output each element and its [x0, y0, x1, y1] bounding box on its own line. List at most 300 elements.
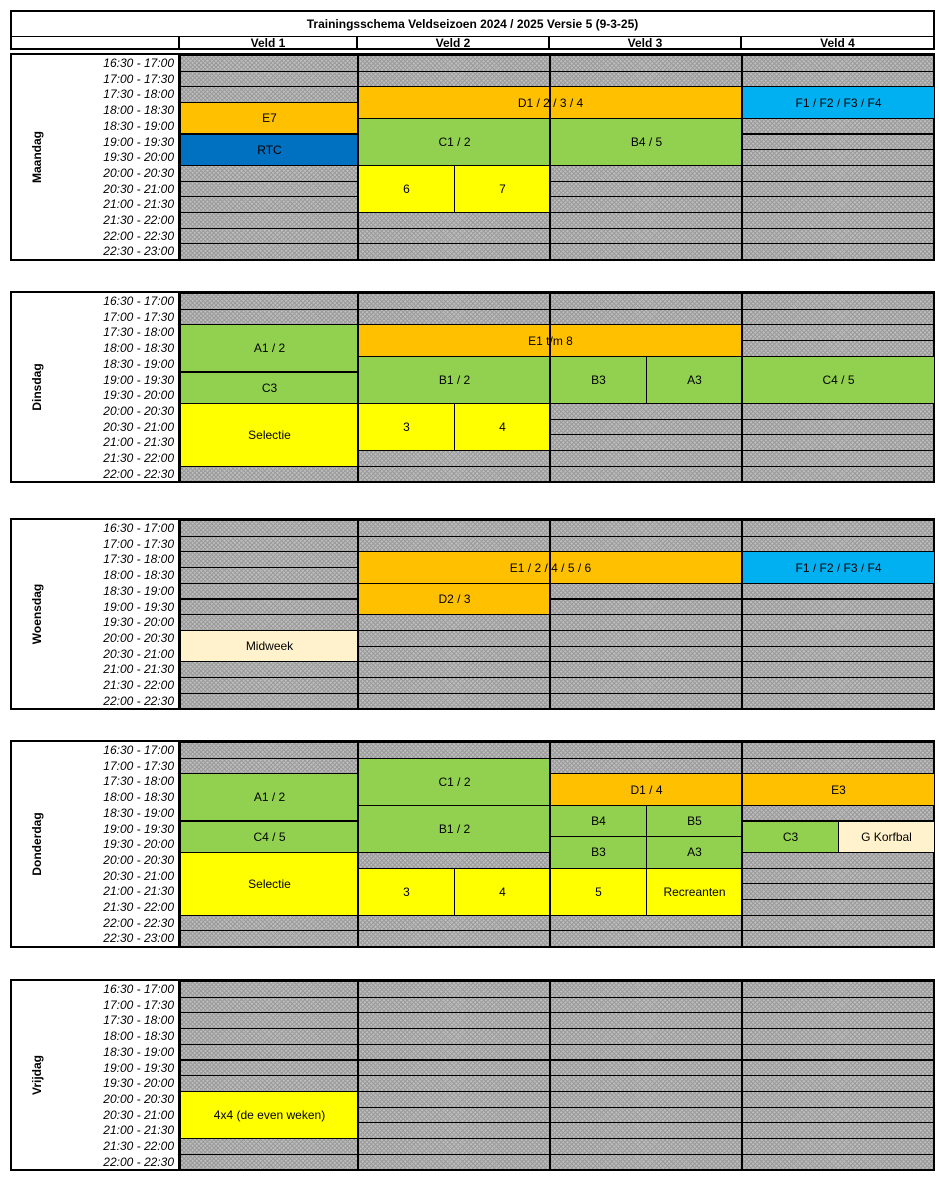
time-slot-label: 21:30 - 22:00	[103, 213, 174, 227]
empty-slot	[180, 758, 358, 775]
day-label	[12, 981, 62, 1169]
empty-slot	[180, 520, 358, 537]
empty-slot	[742, 340, 934, 357]
empty-slot	[358, 661, 550, 678]
empty-slot	[180, 930, 358, 947]
empty-slot	[742, 661, 934, 678]
empty-slot	[550, 403, 742, 420]
training-block[interactable]	[550, 836, 647, 868]
empty-slot	[180, 1028, 358, 1045]
training-block-label: 6	[403, 181, 410, 196]
training-block-label: Midweek	[245, 639, 294, 654]
training-block[interactable]	[838, 821, 935, 853]
empty-slot	[358, 1122, 550, 1139]
time-slot-label: 22:00 - 22:30	[103, 1154, 174, 1169]
empty-slot	[742, 583, 934, 600]
time-slot-label: 20:00 - 20:30	[103, 852, 174, 867]
empty-slot	[742, 1138, 934, 1155]
empty-slot	[550, 981, 742, 998]
training-block-label: 4x4 (de even weken)	[213, 1107, 326, 1122]
empty-slot	[180, 599, 358, 616]
training-block[interactable]	[180, 324, 359, 372]
empty-slot	[742, 883, 934, 900]
empty-slot	[180, 86, 358, 103]
schedule-header	[10, 10, 935, 50]
day-section-vrijdag	[10, 979, 935, 1171]
time-slot-label: 17:00 - 17:30	[103, 71, 174, 86]
time-slot-label: 17:00 - 17:30	[103, 536, 174, 551]
training-block-label: E7	[262, 111, 277, 126]
empty-slot	[358, 646, 550, 663]
empty-slot	[550, 742, 742, 759]
training-block[interactable]	[646, 836, 743, 868]
empty-slot	[550, 450, 742, 467]
empty-slot	[180, 293, 358, 310]
training-block[interactable]	[358, 805, 551, 853]
empty-slot	[550, 293, 742, 310]
empty-slot	[180, 915, 358, 932]
training-block-label: C3	[782, 829, 799, 844]
time-slot-label: 17:00 - 17:30	[103, 309, 174, 324]
empty-slot	[550, 196, 742, 213]
empty-slot	[180, 1044, 358, 1061]
empty-slot	[550, 693, 742, 710]
training-block-label: C3	[261, 380, 278, 395]
training-block[interactable]	[646, 868, 743, 916]
time-slot-label: 18:30 - 19:00	[103, 583, 174, 598]
training-block[interactable]	[358, 86, 743, 118]
time-slot-label: 22:30 - 23:00	[103, 931, 174, 946]
empty-slot	[742, 165, 934, 182]
empty-slot	[742, 1122, 934, 1139]
empty-slot	[180, 551, 358, 568]
training-block-label: D1 / 2 / 3 / 4	[517, 95, 584, 110]
training-block-label: A1 / 2	[253, 341, 286, 356]
time-slot-label: 16:30 - 17:00	[103, 294, 174, 308]
time-slot-label: 19:00 - 19:30	[103, 134, 174, 149]
training-block[interactable]	[180, 1091, 359, 1139]
empty-slot	[550, 614, 742, 631]
empty-slot	[742, 228, 934, 245]
field-grid	[180, 742, 933, 946]
empty-slot	[180, 466, 358, 483]
training-block[interactable]	[358, 324, 743, 356]
empty-slot	[742, 742, 934, 759]
empty-slot	[742, 434, 934, 451]
empty-slot	[358, 1075, 550, 1092]
empty-slot	[742, 646, 934, 663]
empty-slot	[742, 55, 934, 72]
empty-slot	[742, 805, 934, 822]
empty-slot	[550, 520, 742, 537]
empty-slot	[550, 599, 742, 616]
training-block[interactable]	[180, 372, 359, 404]
training-block[interactable]	[358, 165, 455, 213]
empty-slot	[180, 55, 358, 72]
empty-slot	[742, 293, 934, 310]
time-slot-label: 22:00 - 22:30	[103, 915, 174, 930]
training-block-label: Recreanten	[663, 884, 726, 899]
empty-slot	[180, 567, 358, 584]
time-slot-label: 22:00 - 22:30	[103, 228, 174, 243]
time-slot-label: 19:00 - 19:30	[103, 372, 174, 387]
training-block-label: B4 / 5	[630, 134, 663, 149]
training-block[interactable]	[180, 773, 359, 821]
time-slot-label: 21:00 - 21:30	[103, 662, 174, 677]
time-slot-label: 20:00 - 20:30	[103, 1091, 174, 1106]
empty-slot	[180, 997, 358, 1014]
empty-slot	[550, 466, 742, 483]
empty-slot	[358, 1138, 550, 1155]
training-block-label: E1 / 2 / 4 / 5 / 6	[509, 560, 592, 575]
empty-slot	[742, 181, 934, 198]
time-slot-label: 16:30 - 17:00	[103, 982, 174, 996]
day-section-woensdag	[10, 518, 935, 710]
empty-slot	[550, 434, 742, 451]
day-label	[12, 293, 62, 481]
empty-slot	[358, 981, 550, 998]
empty-slot	[358, 1044, 550, 1061]
empty-slot	[742, 520, 934, 537]
empty-slot	[550, 419, 742, 436]
time-slot-label: 21:30 - 22:00	[103, 1139, 174, 1153]
empty-slot	[742, 614, 934, 631]
training-block[interactable]	[742, 821, 839, 853]
training-block[interactable]	[358, 118, 551, 166]
day-name: Woensdag	[30, 583, 44, 645]
time-slot-label: 21:00 - 21:30	[103, 197, 174, 212]
training-block-label: 7	[499, 181, 506, 196]
time-slot-label: 21:00 - 21:30	[103, 1123, 174, 1138]
training-block-label: B3	[591, 372, 606, 387]
time-slot-label: 19:30 - 20:00	[103, 150, 174, 165]
empty-slot	[550, 930, 742, 947]
empty-slot	[742, 118, 934, 135]
training-block[interactable]	[742, 356, 935, 404]
time-slot-label: 20:00 - 20:30	[103, 630, 174, 645]
training-block-label: Selectie	[248, 876, 291, 891]
empty-slot	[742, 930, 934, 947]
training-block[interactable]	[180, 630, 359, 662]
time-column	[62, 293, 180, 481]
time-slot-label: 17:30 - 18:00	[103, 1013, 174, 1028]
empty-slot	[180, 1060, 358, 1077]
empty-slot	[180, 243, 358, 260]
empty-slot	[742, 630, 934, 647]
training-block-label: 4	[499, 884, 506, 899]
time-slot-label: 18:00 - 18:30	[103, 568, 174, 583]
training-block[interactable]	[358, 551, 743, 583]
empty-slot	[550, 309, 742, 326]
empty-slot	[742, 1044, 934, 1061]
empty-slot	[742, 981, 934, 998]
training-block-label: C1 / 2	[438, 774, 471, 789]
training-block[interactable]	[550, 118, 743, 166]
training-block-label: D2 / 3	[438, 591, 471, 606]
empty-slot	[180, 165, 358, 182]
empty-slot	[358, 930, 550, 947]
day-name: Maandag	[30, 130, 44, 184]
time-column	[62, 981, 180, 1169]
training-block[interactable]	[646, 356, 743, 404]
empty-slot	[550, 1060, 742, 1077]
empty-slot	[180, 71, 358, 88]
empty-slot	[550, 228, 742, 245]
time-slot-label: 21:30 - 22:00	[103, 451, 174, 465]
training-block[interactable]	[742, 773, 935, 805]
empty-slot	[180, 212, 358, 229]
field-header-veld-2: Veld 2	[356, 37, 548, 50]
training-block[interactable]	[550, 356, 647, 404]
training-block-label: B5	[687, 813, 702, 828]
training-block[interactable]	[550, 805, 647, 837]
training-block-label: A1 / 2	[253, 790, 286, 805]
training-block-label: G Korfbal	[861, 829, 912, 844]
training-block-label: D1 / 4	[630, 782, 663, 797]
training-block[interactable]	[358, 356, 551, 404]
empty-slot	[742, 852, 934, 869]
training-block[interactable]	[454, 165, 551, 213]
training-block-label: C1 / 2	[438, 134, 471, 149]
time-slot-label: 17:30 - 18:00	[103, 774, 174, 789]
empty-slot	[180, 181, 358, 198]
day-name: Dinsdag	[30, 363, 44, 411]
empty-slot	[742, 403, 934, 420]
empty-slot	[358, 1154, 550, 1171]
training-block[interactable]	[358, 583, 551, 615]
schedule-title: Trainingsschema Veldseizoen 2024 / 2025 Versie 5 (9-3-25)	[12, 12, 933, 37]
empty-slot	[550, 181, 742, 198]
field-header-veld-4: Veld 4	[740, 37, 933, 50]
empty-slot	[358, 1012, 550, 1029]
empty-slot	[742, 1075, 934, 1092]
empty-slot	[742, 599, 934, 616]
training-block-label: B1 / 2	[438, 821, 471, 836]
time-slot-label: 16:30 - 17:00	[103, 56, 174, 70]
training-block[interactable]	[358, 403, 455, 451]
time-slot-label: 19:30 - 20:00	[103, 1076, 174, 1091]
empty-slot	[358, 212, 550, 229]
empty-slot	[550, 758, 742, 775]
empty-slot	[742, 693, 934, 710]
empty-slot	[358, 997, 550, 1014]
training-block-label: RTC	[257, 142, 282, 157]
empty-slot	[550, 71, 742, 88]
empty-slot	[550, 583, 742, 600]
empty-slot	[550, 1075, 742, 1092]
empty-slot	[550, 1012, 742, 1029]
training-block-label: B1 / 2	[438, 372, 471, 387]
empty-slot	[358, 466, 550, 483]
time-slot-label: 19:30 - 20:00	[103, 837, 174, 852]
training-block[interactable]	[180, 821, 359, 853]
field-header-veld-3: Veld 3	[548, 37, 740, 50]
time-slot-label: 16:30 - 17:00	[103, 743, 174, 757]
training-block-label: 4	[499, 419, 506, 434]
empty-slot	[742, 1154, 934, 1171]
time-slot-label: 18:00 - 18:30	[103, 1029, 174, 1044]
time-slot-label: 17:00 - 17:30	[103, 758, 174, 773]
empty-slot	[742, 868, 934, 885]
empty-slot	[550, 630, 742, 647]
time-slot-label: 18:30 - 19:00	[103, 1044, 174, 1059]
training-block[interactable]	[550, 773, 743, 805]
training-block[interactable]	[646, 805, 743, 837]
empty-slot	[550, 1138, 742, 1155]
training-block-label: E3	[831, 782, 846, 797]
training-block-label: 3	[403, 884, 410, 899]
empty-slot	[358, 742, 550, 759]
empty-slot	[358, 1107, 550, 1124]
day-section-dinsdag	[10, 291, 935, 483]
training-block[interactable]	[358, 868, 455, 916]
field-grid	[180, 55, 933, 259]
time-slot-label: 20:30 - 21:00	[103, 1107, 174, 1122]
empty-slot	[550, 212, 742, 229]
empty-slot	[550, 915, 742, 932]
empty-slot	[180, 196, 358, 213]
empty-slot	[742, 134, 934, 151]
training-block-label: 5	[595, 884, 602, 899]
empty-slot	[180, 614, 358, 631]
empty-slot	[358, 71, 550, 88]
empty-slot	[550, 536, 742, 553]
empty-slot	[358, 536, 550, 553]
empty-slot	[180, 661, 358, 678]
empty-slot	[180, 981, 358, 998]
empty-slot	[358, 1091, 550, 1108]
empty-slot	[742, 677, 934, 694]
time-slot-label: 20:00 - 20:30	[103, 403, 174, 418]
empty-slot	[358, 630, 550, 647]
empty-slot	[358, 450, 550, 467]
time-slot-label: 21:30 - 22:00	[103, 678, 174, 692]
time-slot-label: 19:00 - 19:30	[103, 1060, 174, 1075]
training-block-label: F1 / F2 / F3 / F4	[795, 560, 882, 575]
empty-slot	[180, 228, 358, 245]
time-slot-label: 22:00 - 22:30	[103, 693, 174, 708]
empty-slot	[742, 243, 934, 260]
training-block[interactable]	[180, 852, 359, 916]
training-block[interactable]	[180, 134, 359, 166]
time-slot-label: 19:30 - 20:00	[103, 388, 174, 403]
time-slot-label: 17:30 - 18:00	[103, 325, 174, 340]
empty-slot	[742, 899, 934, 916]
time-slot-label: 19:00 - 19:30	[103, 599, 174, 614]
training-block[interactable]	[180, 102, 359, 134]
empty-slot	[742, 758, 934, 775]
empty-slot	[358, 293, 550, 310]
time-slot-label: 20:30 - 21:00	[103, 868, 174, 883]
empty-slot	[742, 149, 934, 166]
time-slot-label: 17:00 - 17:30	[103, 997, 174, 1012]
empty-slot	[742, 915, 934, 932]
training-block[interactable]	[742, 551, 935, 583]
time-slot-label: 18:00 - 18:30	[103, 341, 174, 356]
training-block-label: A3	[687, 372, 702, 387]
training-block-label: E1 t/m 8	[528, 333, 573, 348]
empty-slot	[358, 1028, 550, 1045]
time-slot-label: 22:30 - 23:00	[103, 244, 174, 259]
day-section-maandag	[10, 53, 935, 261]
training-block-label: 3	[403, 419, 410, 434]
empty-slot	[358, 677, 550, 694]
time-slot-label: 20:30 - 21:00	[103, 419, 174, 434]
time-slot-label: 20:30 - 21:00	[103, 646, 174, 661]
empty-slot	[180, 309, 358, 326]
empty-slot	[550, 1028, 742, 1045]
time-slot-label: 18:30 - 19:00	[103, 118, 174, 133]
training-block[interactable]	[550, 868, 647, 916]
day-label	[12, 55, 62, 259]
empty-slot	[358, 693, 550, 710]
empty-slot	[180, 693, 358, 710]
day-name: Vrijdag	[30, 1054, 44, 1096]
empty-slot	[550, 1091, 742, 1108]
empty-slot	[358, 309, 550, 326]
empty-slot	[550, 165, 742, 182]
empty-slot	[742, 309, 934, 326]
empty-slot	[550, 646, 742, 663]
field-grid	[180, 293, 933, 481]
training-block-label: A3	[687, 845, 702, 860]
training-block[interactable]	[454, 868, 551, 916]
time-slot-label: 17:30 - 18:00	[103, 87, 174, 102]
training-block-label: F1 / F2 / F3 / F4	[795, 95, 882, 110]
empty-slot	[550, 1044, 742, 1061]
empty-slot	[742, 1060, 934, 1077]
training-block-label: B4	[591, 813, 606, 828]
empty-slot	[550, 1107, 742, 1124]
empty-slot	[180, 1012, 358, 1029]
empty-slot	[742, 419, 934, 436]
empty-slot	[358, 520, 550, 537]
training-block-label: Selectie	[248, 427, 291, 442]
empty-slot	[742, 196, 934, 213]
day-label	[12, 742, 62, 946]
empty-slot	[180, 583, 358, 600]
training-block[interactable]	[454, 403, 551, 451]
empty-slot	[742, 324, 934, 341]
time-slot-label: 20:00 - 20:30	[103, 165, 174, 180]
empty-slot	[180, 1138, 358, 1155]
empty-slot	[742, 1091, 934, 1108]
training-block[interactable]	[358, 758, 551, 806]
training-block-label: C4 / 5	[822, 372, 855, 387]
empty-slot	[550, 55, 742, 72]
empty-slot	[742, 536, 934, 553]
time-slot-label: 22:00 - 22:30	[103, 466, 174, 481]
empty-slot	[550, 997, 742, 1014]
empty-slot	[180, 1154, 358, 1171]
time-slot-label: 18:00 - 18:30	[103, 790, 174, 805]
empty-slot	[358, 243, 550, 260]
training-block[interactable]	[180, 403, 359, 467]
empty-slot	[550, 1122, 742, 1139]
empty-slot	[180, 536, 358, 553]
empty-slot	[742, 1107, 934, 1124]
empty-slot	[358, 852, 550, 869]
time-column	[62, 55, 180, 259]
empty-slot	[550, 1154, 742, 1171]
time-slot-label: 18:30 - 19:00	[103, 805, 174, 820]
empty-slot	[358, 614, 550, 631]
empty-slot	[550, 661, 742, 678]
training-block-label: C4 / 5	[253, 829, 286, 844]
training-block[interactable]	[742, 86, 935, 118]
time-slot-label: 19:00 - 19:30	[103, 821, 174, 836]
empty-slot	[742, 71, 934, 88]
